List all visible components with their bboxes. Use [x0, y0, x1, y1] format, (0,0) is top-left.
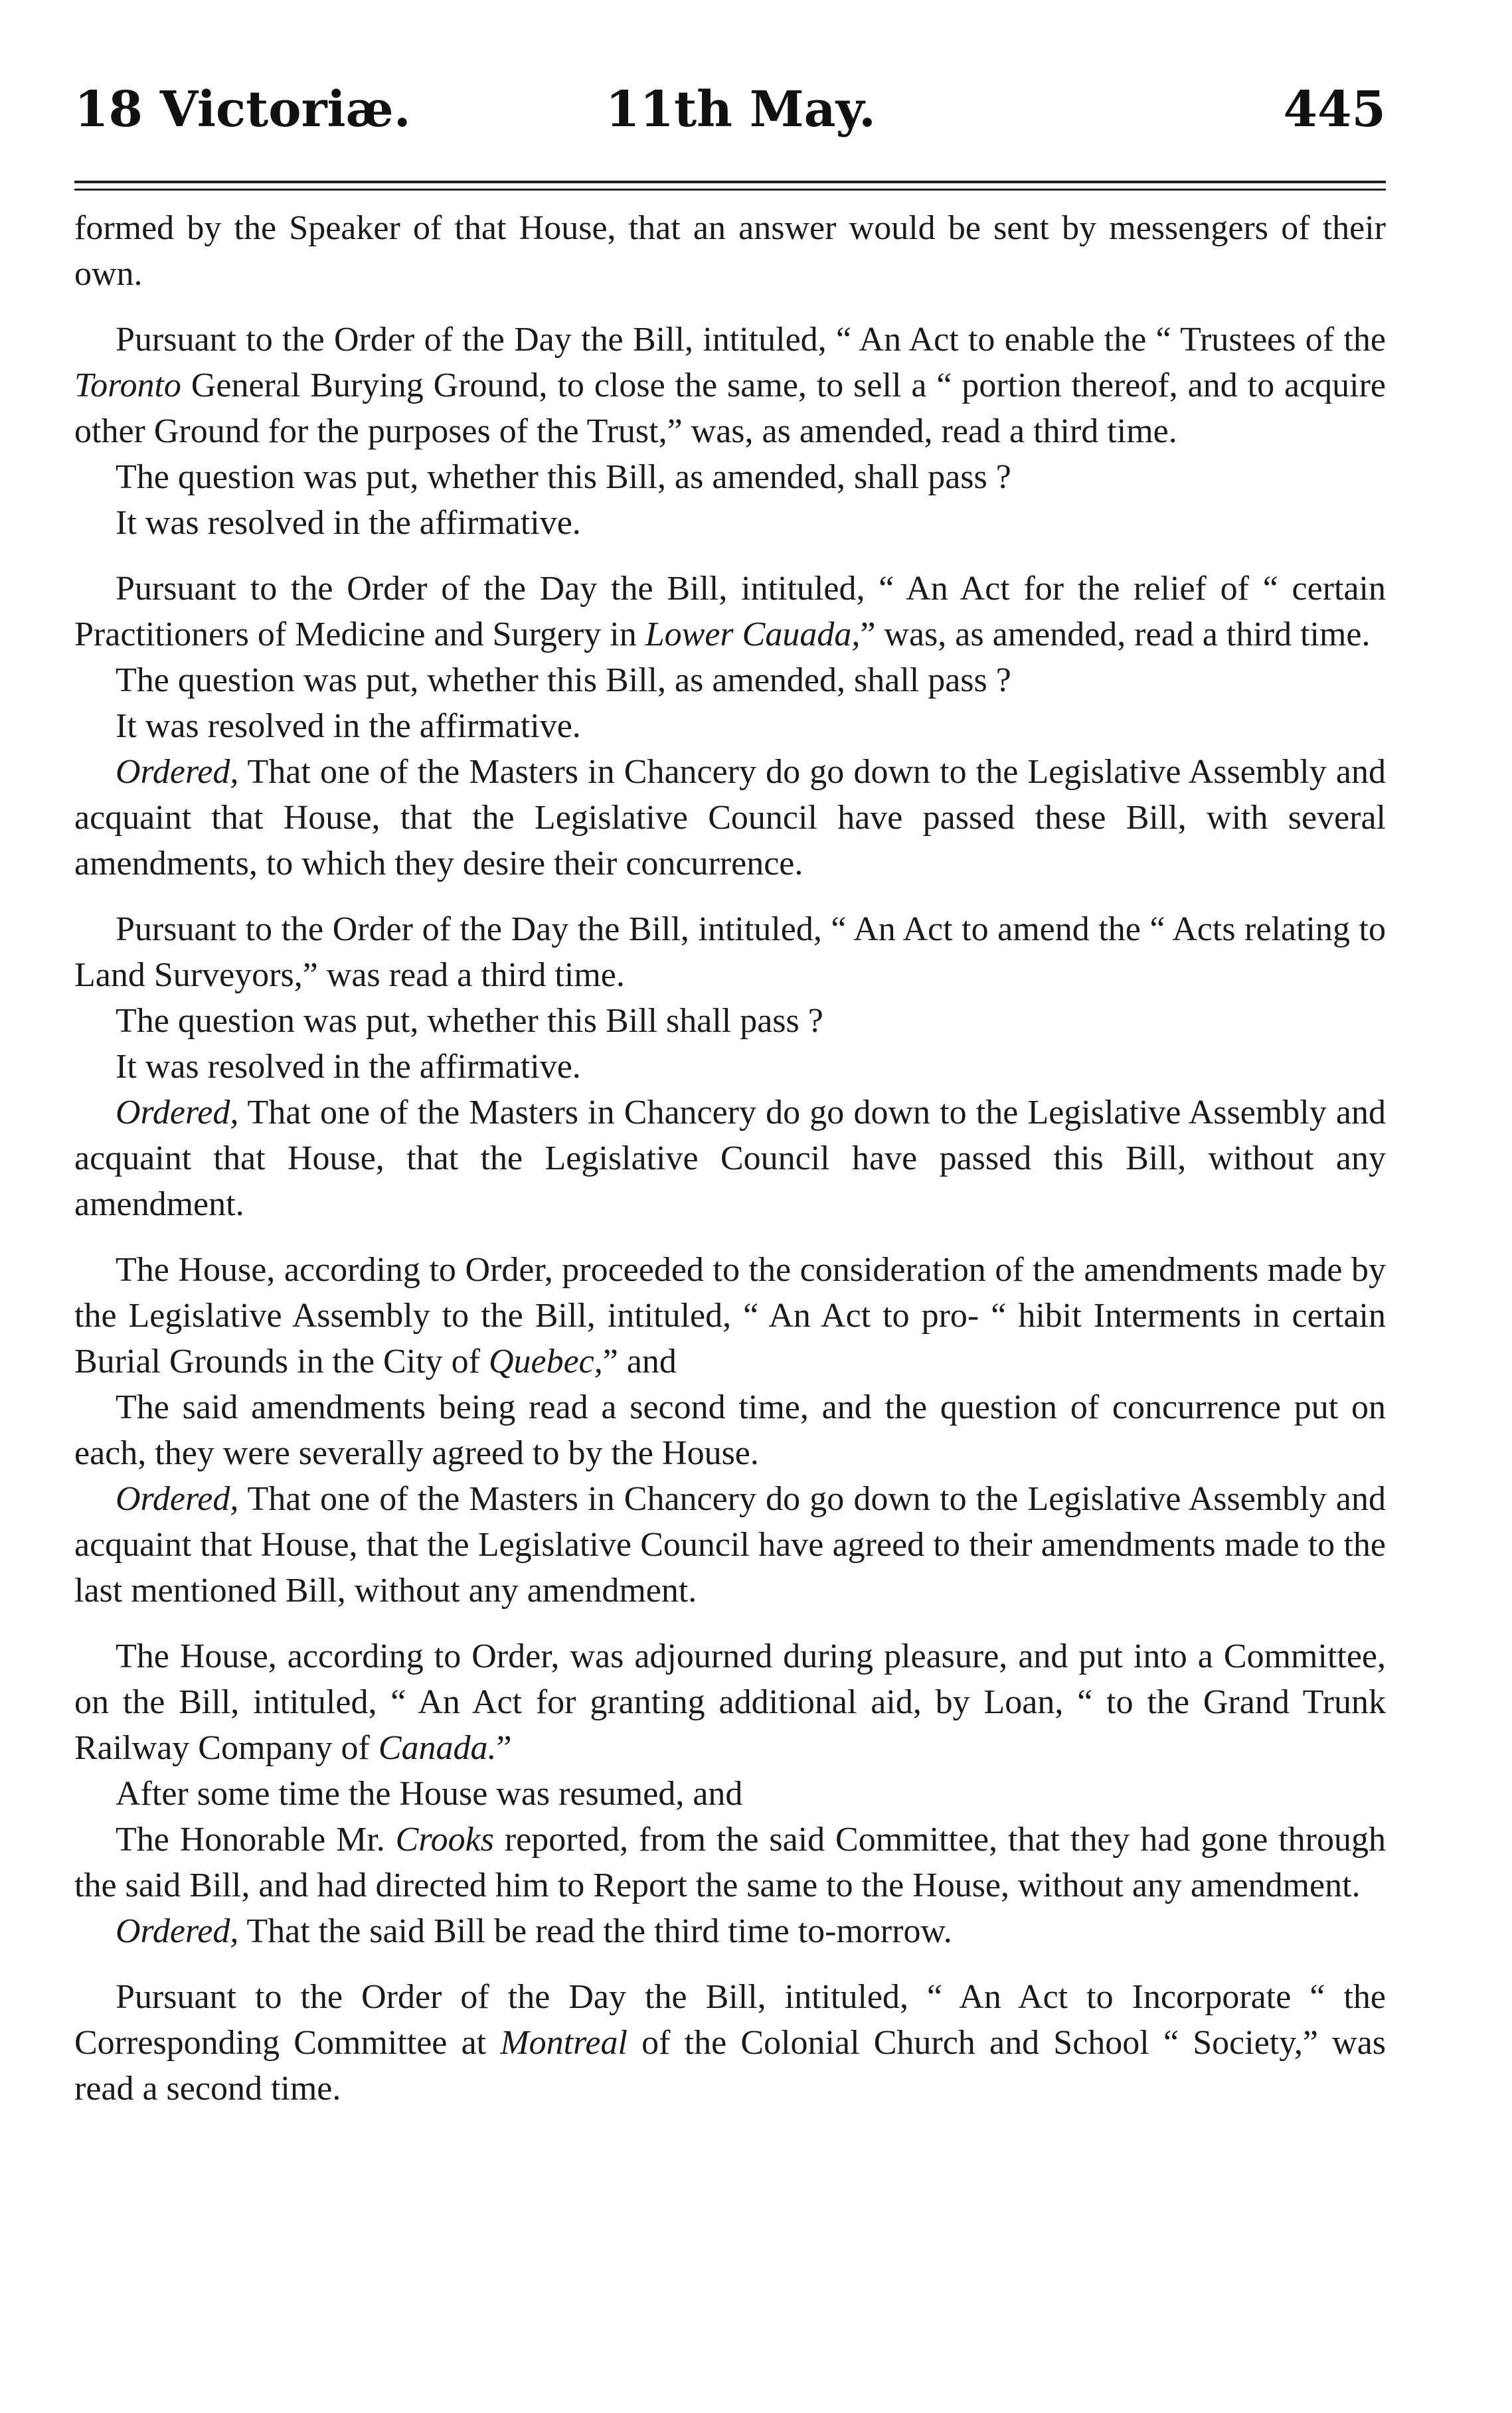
header-rule-top: [74, 181, 1386, 183]
paragraph-question: The question was put, whether this Bill, as amended, shall pass ?: [116, 458, 1011, 496]
paragraph-resolved: It was resolved in the affirmative.: [116, 707, 581, 745]
header-page-number: 445: [1283, 81, 1386, 138]
paragraph-ordered: Ordered, That the said Bill be read the third time to-morrow.: [116, 1912, 952, 1950]
paragraph-toronto-bill: Pursuant to the Order of the Day the Bill, intituled, “ An Act to enable the “ Trustees of the Toronto General Burying Ground, to close the same, to sell a “ portion thereof, and to acquire other Ground for the purposes of the Trust,” was, as amended, read a third time.: [74, 321, 1386, 450]
paragraph-grand-trunk-bill: The House, according to Order, was adjourned during pleasure, and put into a Committee, on the Bill, intituled, “ An Act for granting additional aid, by Loan, “ to the Grand Trunk Railway Company of Canada.”: [74, 1637, 1386, 1767]
header-rule-bottom: [74, 189, 1386, 191]
paragraph-question: The question was put, whether this Bill shall pass ?: [116, 1002, 823, 1040]
header-regnal-year: 18 Victoriæ.: [74, 81, 411, 138]
paragraph-committee-report: The Honorable Mr. Crooks reported, from the said Committee, that they had gone through the said Bill, and had directed him to Report the same to the House, without any amendment.: [74, 1821, 1386, 1904]
paragraph-amendments-agreed: The said amendments being read a second time, and the question of concurrence put on each, they were severally agreed to by the House.: [74, 1388, 1386, 1472]
paragraph-medicine-bill: Pursuant to the Order of the Day the Bill, intituled, “ An Act for the relief of “ certain Practitioners of Medicine and Surgery in Lower Cauada,” was, as amended, read a third time.: [74, 570, 1386, 653]
paragraph-ordered: Ordered, That one of the Masters in Chancery do go down to the Legislative Assembly and acquaint that House, that the Legislative Council have passed this Bill, without any amendment.: [74, 1094, 1386, 1223]
paragraph-ordered: Ordered, That one of the Masters in Chancery do go down to the Legislative Assembly and acquaint that House, that the Legislative Council have agreed to their amendments made to the last mentioned Bill, without any amendment.: [74, 1480, 1386, 1610]
paragraph-question: The question was put, whether this Bill, as amended, shall pass ?: [116, 661, 1011, 699]
paragraph-church-society-bill: Pursuant to the Order of the Day the Bill, intituled, “ An Act to Incorporate “ the Corresponding Committee at Montreal of the Colonial Church and School “ Society,” was read a second time.: [74, 1978, 1386, 2108]
paragraph-surveyors-bill: Pursuant to the Order of the Day the Bill, intituled, “ An Act to amend the “ Acts relating to Land Surveyors,” was read a third time.: [74, 910, 1386, 994]
paragraph-house-resumed: After some time the House was resumed, and: [116, 1775, 743, 1813]
paragraph-resolved: It was resolved in the affirmative.: [116, 1048, 581, 1086]
header-date: 11th May.: [606, 81, 876, 138]
paragraph-interments-bill: The House, according to Order, proceeded to the consideration of the amendments made by the Legislative Assembly to the Bill, intituled, “ An Act to pro- “ hibit Interments in certain Burial Grounds in the City of Quebec,” and: [74, 1251, 1386, 1380]
paragraph-continuation: formed by the Speaker of that House, that an answer would be sent by messengers of their own.: [74, 209, 1386, 293]
document-page: [74, 66, 1386, 2112]
document-body: [74, 205, 1386, 2112]
paragraph-resolved: It was resolved in the affirmative.: [116, 504, 581, 542]
page-header: [74, 66, 1386, 153]
paragraph-ordered: Ordered, That one of the Masters in Chancery do go down to the Legislative Assembly and acquaint that House, that the Legislative Council have passed these Bill, with several amendments, to which they desire their concurrence.: [74, 753, 1386, 882]
